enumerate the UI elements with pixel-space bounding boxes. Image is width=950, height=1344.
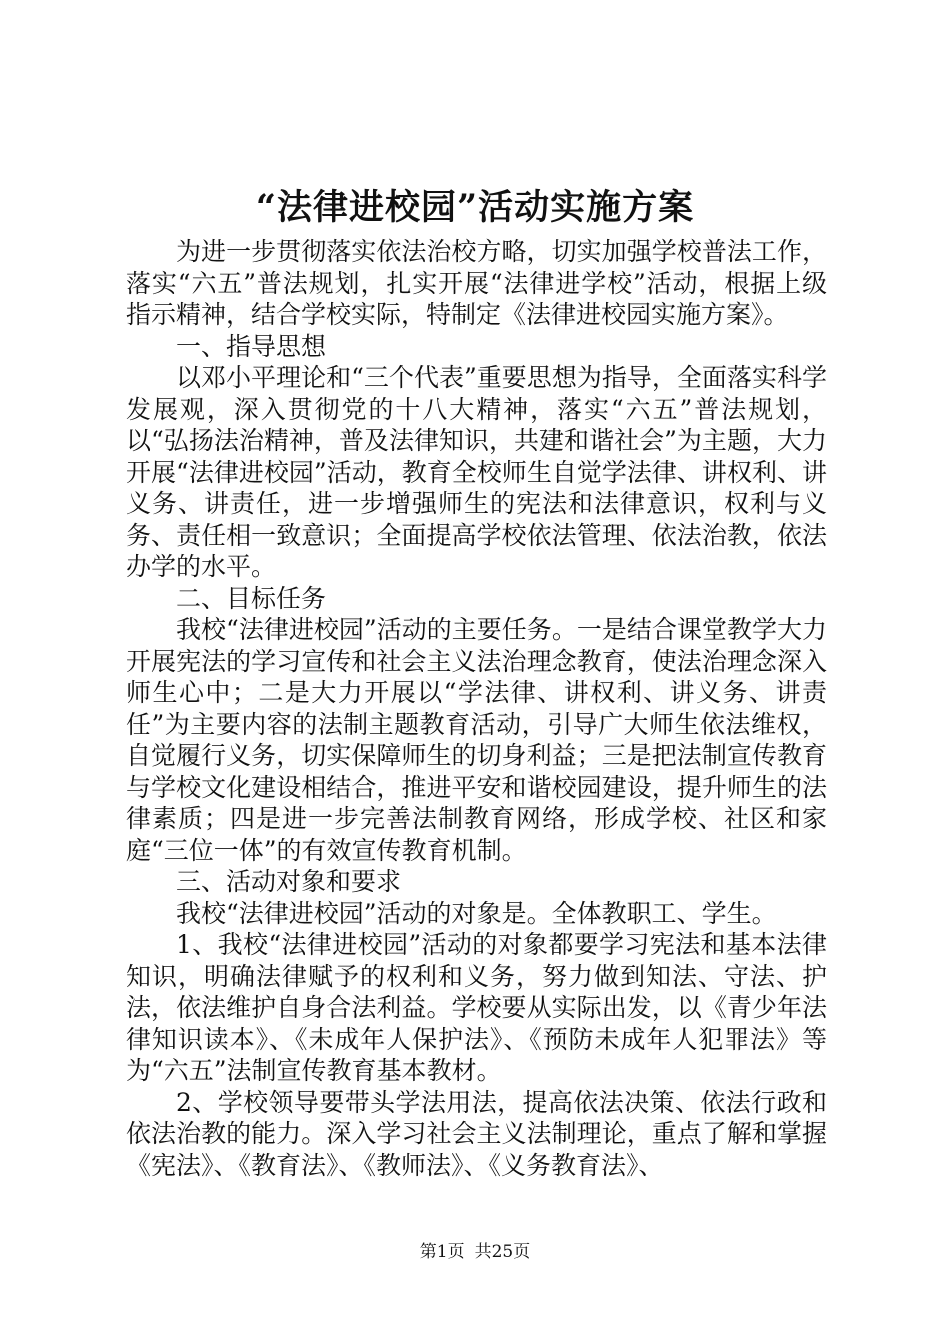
requirement-2-paragraph: 2、学校领导要带头学法用法，提高依法决策、依法行政和依法治教的能力。深入学习社会主义法制理论，重点了解和掌握《宪法》、《教育法》、《教师法》、《义务教育法》、 [126, 1087, 827, 1180]
guiding-thought-paragraph: 以邓小平理论和“三个代表”重要思想为指导，全面落实科学发展观，深入贯彻党的十八大精神，落实“六五”普法规划，以“弘扬法治精神，普及法律知识，共建和谐社会”为主题，大力开展“法律进校园”活动，教育全校师生自觉学法律、讲权利、讲义务、讲责任，进一步增强师生的宪法和法律意识，权利与义务、责任相一致意识；全面提高学校依法管理、依法治教，依法办学的水平。 [126, 363, 827, 581]
document-title: “法律进校园”活动实施方案 [255, 187, 695, 228]
targets-paragraph: 我校“法律进校园”活动的对象是。全体教职工、学生。 [176, 898, 777, 928]
document-body [126, 236, 827, 1181]
page-number: 第1页 [419, 1242, 465, 1262]
goals-paragraph: 我校“法律进校园”活动的主要任务。一是结合课堂教学大力开展宪法的学习宣传和社会主义法治理念教育，使法治理念深入师生心中；二是大力开展以“学法律、讲权利、讲义务、讲责任”为主要内容的法制主题教育活动，引导广大师生依法维权，自觉履行义务，切实保障师生的切身利益；三是把法制宣传教育与学校文化建设相结合，推进平安和谐校园建设，提升师生的法律素质；四是进一步完善法制教育网络，形成学校、社区和家庭“三位一体”的有效宣传教育机制。 [126, 615, 827, 865]
section-heading-guiding-thought: 一、指导思想 [176, 331, 327, 361]
intro-paragraph: 为进一步贯彻落实依法治校方略，切实加强学校普法工作，落实“六五”普法规划，扎实开展“法律进学校”活动，根据上级指示精神，结合学校实际，特制定《法律进校园实施方案》。 [126, 237, 827, 329]
requirement-1-paragraph: 1、我校“法律进校园”活动的对象都要学习宪法和基本法律知识，明确法律赋予的权利和义务，努力做到知法、守法、护法，依法维护自身合法利益。学校要从实际出发，以《青少年法律知识读本》、《未成年人保护法》、《预防未成年人犯罪法》等为“六五”法制宣传教育基本教材。 [126, 930, 827, 1085]
section-heading-goals: 二、目标任务 [176, 583, 327, 613]
section-heading-targets: 三、活动对象和要求 [176, 867, 402, 896]
page-footer [0, 1240, 950, 1264]
page-total: 共25页 [474, 1242, 531, 1262]
